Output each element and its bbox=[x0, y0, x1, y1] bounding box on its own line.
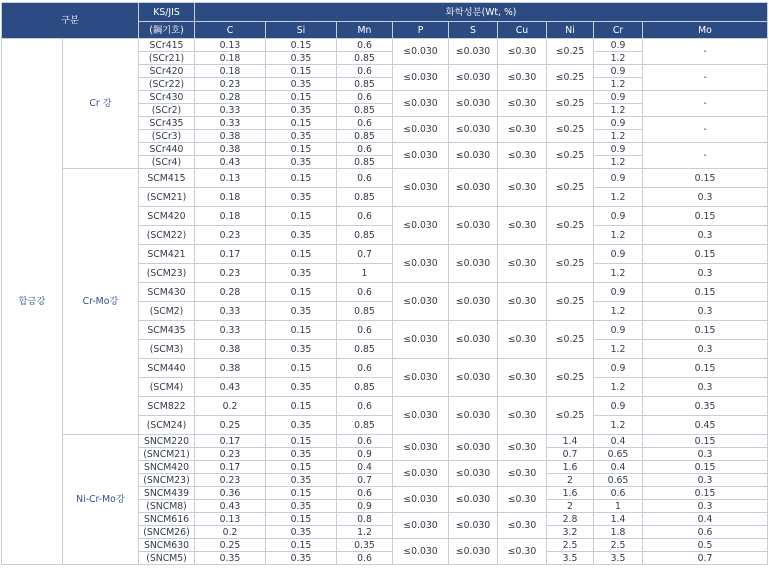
cr-cell: 0.65 bbox=[594, 448, 643, 461]
cu-cell: ≤0.30 bbox=[498, 435, 547, 461]
ni-cell: 2.5 bbox=[547, 539, 594, 552]
header-symbol: (鋼기호) bbox=[139, 22, 195, 39]
steel-code-cell: (SCM2) bbox=[139, 302, 195, 321]
mo-cell: - bbox=[643, 143, 768, 169]
mo-cell: - bbox=[643, 65, 768, 91]
ni-cell: 1.6 bbox=[547, 487, 594, 500]
cr-cell: 0.9 bbox=[594, 207, 643, 226]
mo-cell: 0.3 bbox=[643, 448, 768, 461]
header-element-cr: Cr bbox=[594, 22, 643, 39]
c-cell: 0.17 bbox=[195, 461, 266, 474]
mn-cell: 0.7 bbox=[337, 245, 393, 264]
cu-cell: ≤0.30 bbox=[498, 283, 547, 321]
p-cell: ≤0.030 bbox=[393, 435, 449, 461]
si-cell: 0.15 bbox=[266, 245, 337, 264]
mn-cell: 1.2 bbox=[337, 526, 393, 539]
cr-cell: 1 bbox=[594, 500, 643, 513]
ni-cell: 1.6 bbox=[547, 461, 594, 474]
ni-cell: ≤0.25 bbox=[547, 359, 594, 397]
mn-cell: 0.9 bbox=[337, 448, 393, 461]
cr-cell: 1.2 bbox=[594, 378, 643, 397]
steel-code-cell: (SNCM26) bbox=[139, 526, 195, 539]
steel-code-cell: SCM430 bbox=[139, 283, 195, 302]
p-cell: ≤0.030 bbox=[393, 461, 449, 487]
cu-cell: ≤0.30 bbox=[498, 539, 547, 565]
c-cell: 0.28 bbox=[195, 91, 266, 104]
mn-cell: 0.6 bbox=[337, 143, 393, 156]
c-cell: 0.38 bbox=[195, 143, 266, 156]
mn-cell: 0.85 bbox=[337, 156, 393, 169]
si-cell: 0.35 bbox=[266, 416, 337, 435]
mo-cell: 0.4 bbox=[643, 513, 768, 526]
mn-cell: 0.6 bbox=[337, 397, 393, 416]
steel-code-cell: SNCM616 bbox=[139, 513, 195, 526]
s-cell: ≤0.030 bbox=[449, 39, 498, 65]
s-cell: ≤0.030 bbox=[449, 283, 498, 321]
p-cell: ≤0.030 bbox=[393, 539, 449, 565]
steel-code-cell: SCr430 bbox=[139, 91, 195, 104]
si-cell: 0.35 bbox=[266, 500, 337, 513]
si-cell: 0.35 bbox=[266, 448, 337, 461]
ni-cell: 3.5 bbox=[547, 552, 594, 565]
si-cell: 0.35 bbox=[266, 226, 337, 245]
mn-cell: 0.6 bbox=[337, 169, 393, 188]
steel-code-cell: SCr440 bbox=[139, 143, 195, 156]
s-cell: ≤0.030 bbox=[449, 487, 498, 513]
group-name-cell: Cr-Mo강 bbox=[63, 169, 139, 435]
cr-cell: 0.9 bbox=[594, 39, 643, 52]
steel-code-cell: SNCM439 bbox=[139, 487, 195, 500]
header-composition: 화학성분(Wt, %) bbox=[195, 3, 768, 22]
mn-cell: 0.8 bbox=[337, 513, 393, 526]
cr-cell: 1.2 bbox=[594, 78, 643, 91]
p-cell: ≤0.030 bbox=[393, 513, 449, 539]
cr-cell: 1.2 bbox=[594, 156, 643, 169]
c-cell: 0.23 bbox=[195, 226, 266, 245]
mo-cell: 0.35 bbox=[643, 397, 768, 416]
s-cell: ≤0.030 bbox=[449, 91, 498, 117]
mn-cell: 0.6 bbox=[337, 321, 393, 340]
mo-cell: 0.3 bbox=[643, 226, 768, 245]
mn-cell: 0.6 bbox=[337, 117, 393, 130]
cu-cell: ≤0.30 bbox=[498, 117, 547, 143]
cu-cell: ≤0.30 bbox=[498, 169, 547, 207]
cu-cell: ≤0.30 bbox=[498, 245, 547, 283]
cr-cell: 0.6 bbox=[594, 487, 643, 500]
si-cell: 0.35 bbox=[266, 526, 337, 539]
cr-cell: 1.2 bbox=[594, 52, 643, 65]
main-category-cell: 합금강 bbox=[2, 39, 63, 565]
p-cell: ≤0.030 bbox=[393, 397, 449, 435]
cu-cell: ≤0.30 bbox=[498, 65, 547, 91]
steel-code-cell: (SNCM23) bbox=[139, 474, 195, 487]
si-cell: 0.15 bbox=[266, 169, 337, 188]
table-row bbox=[2, 39, 768, 52]
si-cell: 0.15 bbox=[266, 513, 337, 526]
s-cell: ≤0.030 bbox=[449, 513, 498, 539]
cu-cell: ≤0.30 bbox=[498, 359, 547, 397]
mn-cell: 0.35 bbox=[337, 539, 393, 552]
c-cell: 0.13 bbox=[195, 39, 266, 52]
steel-code-cell: (SCM4) bbox=[139, 378, 195, 397]
mn-cell: 0.4 bbox=[337, 461, 393, 474]
cr-cell: 0.9 bbox=[594, 397, 643, 416]
steel-code-cell: (SNCM5) bbox=[139, 552, 195, 565]
ni-cell: 2 bbox=[547, 474, 594, 487]
mo-cell: 0.15 bbox=[643, 487, 768, 500]
si-cell: 0.15 bbox=[266, 487, 337, 500]
ni-cell: ≤0.25 bbox=[547, 397, 594, 435]
mo-cell: 0.7 bbox=[643, 552, 768, 565]
si-cell: 0.35 bbox=[266, 78, 337, 91]
cr-cell: 1.4 bbox=[594, 513, 643, 526]
cu-cell: ≤0.30 bbox=[498, 143, 547, 169]
c-cell: 0.38 bbox=[195, 130, 266, 143]
cu-cell: ≤0.30 bbox=[498, 39, 547, 65]
p-cell: ≤0.030 bbox=[393, 169, 449, 207]
cu-cell: ≤0.30 bbox=[498, 397, 547, 435]
mn-cell: 0.9 bbox=[337, 500, 393, 513]
mo-cell: 0.6 bbox=[643, 526, 768, 539]
steel-code-cell: SCr435 bbox=[139, 117, 195, 130]
group-name-cell: Ni-Cr-Mo강 bbox=[63, 435, 139, 565]
c-cell: 0.35 bbox=[195, 552, 266, 565]
steel-code-cell: SCM440 bbox=[139, 359, 195, 378]
s-cell: ≤0.030 bbox=[449, 169, 498, 207]
mn-cell: 0.7 bbox=[337, 474, 393, 487]
table-body bbox=[2, 39, 768, 565]
mo-cell: 0.15 bbox=[643, 169, 768, 188]
c-cell: 0.17 bbox=[195, 435, 266, 448]
ni-cell: 3.2 bbox=[547, 526, 594, 539]
ni-cell: 2 bbox=[547, 500, 594, 513]
c-cell: 0.43 bbox=[195, 378, 266, 397]
mn-cell: 0.6 bbox=[337, 207, 393, 226]
si-cell: 0.15 bbox=[266, 461, 337, 474]
mo-cell: - bbox=[643, 117, 768, 143]
mo-cell: 0.15 bbox=[643, 283, 768, 302]
header-element-cu: Cu bbox=[498, 22, 547, 39]
header-element-mo: Mo bbox=[643, 22, 768, 39]
ni-cell: ≤0.25 bbox=[547, 321, 594, 359]
steel-code-cell: (SCr22) bbox=[139, 78, 195, 91]
cu-cell: ≤0.30 bbox=[498, 91, 547, 117]
cr-cell: 0.9 bbox=[594, 321, 643, 340]
si-cell: 0.35 bbox=[266, 104, 337, 117]
mn-cell: 0.6 bbox=[337, 283, 393, 302]
c-cell: 0.23 bbox=[195, 448, 266, 461]
cr-cell: 0.4 bbox=[594, 435, 643, 448]
c-cell: 0.18 bbox=[195, 188, 266, 207]
steel-code-cell: (SCM24) bbox=[139, 416, 195, 435]
steel-code-cell: SNCM630 bbox=[139, 539, 195, 552]
composition-table bbox=[1, 2, 768, 565]
steel-code-cell: SCr415 bbox=[139, 39, 195, 52]
si-cell: 0.15 bbox=[266, 143, 337, 156]
si-cell: 0.15 bbox=[266, 539, 337, 552]
cr-cell: 0.9 bbox=[594, 117, 643, 130]
ni-cell: ≤0.25 bbox=[547, 207, 594, 245]
steel-code-cell: (SCM21) bbox=[139, 188, 195, 207]
c-cell: 0.18 bbox=[195, 207, 266, 226]
c-cell: 0.25 bbox=[195, 539, 266, 552]
mo-cell: 0.15 bbox=[643, 359, 768, 378]
steel-code-cell: (SCM3) bbox=[139, 340, 195, 359]
si-cell: 0.15 bbox=[266, 397, 337, 416]
mo-cell: 0.3 bbox=[643, 264, 768, 283]
ni-cell: ≤0.25 bbox=[547, 245, 594, 283]
s-cell: ≤0.030 bbox=[449, 397, 498, 435]
cr-cell: 1.2 bbox=[594, 416, 643, 435]
c-cell: 0.25 bbox=[195, 416, 266, 435]
mo-cell: 0.45 bbox=[643, 416, 768, 435]
cr-cell: 1.8 bbox=[594, 526, 643, 539]
c-cell: 0.43 bbox=[195, 156, 266, 169]
c-cell: 0.23 bbox=[195, 78, 266, 91]
ni-cell: ≤0.25 bbox=[547, 65, 594, 91]
si-cell: 0.35 bbox=[266, 474, 337, 487]
steel-code-cell: SCM420 bbox=[139, 207, 195, 226]
steel-code-cell: (SCM23) bbox=[139, 264, 195, 283]
steel-code-cell: SCr420 bbox=[139, 65, 195, 78]
mo-cell: 0.15 bbox=[643, 207, 768, 226]
mn-cell: 0.85 bbox=[337, 52, 393, 65]
c-cell: 0.13 bbox=[195, 513, 266, 526]
s-cell: ≤0.030 bbox=[449, 461, 498, 487]
p-cell: ≤0.030 bbox=[393, 321, 449, 359]
mn-cell: 0.6 bbox=[337, 65, 393, 78]
si-cell: 0.35 bbox=[266, 378, 337, 397]
mo-cell: 0.3 bbox=[643, 302, 768, 321]
c-cell: 0.18 bbox=[195, 65, 266, 78]
table-row bbox=[2, 435, 768, 448]
cu-cell: ≤0.30 bbox=[498, 321, 547, 359]
mn-cell: 0.6 bbox=[337, 435, 393, 448]
mo-cell: 0.3 bbox=[643, 378, 768, 397]
ni-cell: ≤0.25 bbox=[547, 39, 594, 65]
ni-cell: 1.4 bbox=[547, 435, 594, 448]
mo-cell: 0.3 bbox=[643, 188, 768, 207]
p-cell: ≤0.030 bbox=[393, 39, 449, 65]
si-cell: 0.35 bbox=[266, 52, 337, 65]
steel-code-cell: (SCr21) bbox=[139, 52, 195, 65]
steel-code-cell: (SCM22) bbox=[139, 226, 195, 245]
cu-cell: ≤0.30 bbox=[498, 513, 547, 539]
s-cell: ≤0.030 bbox=[449, 65, 498, 91]
mo-cell: 0.15 bbox=[643, 435, 768, 448]
steel-code-cell: SCM822 bbox=[139, 397, 195, 416]
si-cell: 0.35 bbox=[266, 156, 337, 169]
mn-cell: 0.85 bbox=[337, 378, 393, 397]
mn-cell: 0.6 bbox=[337, 39, 393, 52]
si-cell: 0.15 bbox=[266, 39, 337, 52]
si-cell: 0.15 bbox=[266, 117, 337, 130]
c-cell: 0.33 bbox=[195, 104, 266, 117]
si-cell: 0.35 bbox=[266, 130, 337, 143]
steel-code-cell: (SCr4) bbox=[139, 156, 195, 169]
c-cell: 0.23 bbox=[195, 264, 266, 283]
steel-code-cell: (SCr2) bbox=[139, 104, 195, 117]
ni-cell: ≤0.25 bbox=[547, 169, 594, 207]
mo-cell: 0.3 bbox=[643, 500, 768, 513]
c-cell: 0.33 bbox=[195, 117, 266, 130]
p-cell: ≤0.030 bbox=[393, 65, 449, 91]
si-cell: 0.35 bbox=[266, 302, 337, 321]
c-cell: 0.33 bbox=[195, 302, 266, 321]
mo-cell: - bbox=[643, 91, 768, 117]
cr-cell: 0.9 bbox=[594, 245, 643, 264]
header-standard: KS/JIS bbox=[139, 3, 195, 22]
cr-cell: 0.65 bbox=[594, 474, 643, 487]
cr-cell: 1.2 bbox=[594, 188, 643, 207]
mn-cell: 0.85 bbox=[337, 130, 393, 143]
steel-code-cell: (SNCM8) bbox=[139, 500, 195, 513]
header-category: 구분 bbox=[2, 3, 139, 39]
c-cell: 0.18 bbox=[195, 52, 266, 65]
cu-cell: ≤0.30 bbox=[498, 207, 547, 245]
mn-cell: 0.85 bbox=[337, 340, 393, 359]
header-element-s: S bbox=[449, 22, 498, 39]
cr-cell: 1.2 bbox=[594, 130, 643, 143]
p-cell: ≤0.030 bbox=[393, 359, 449, 397]
c-cell: 0.43 bbox=[195, 500, 266, 513]
cr-cell: 0.4 bbox=[594, 461, 643, 474]
steel-code-cell: SCM421 bbox=[139, 245, 195, 264]
steel-code-cell: SNCM420 bbox=[139, 461, 195, 474]
si-cell: 0.15 bbox=[266, 321, 337, 340]
p-cell: ≤0.030 bbox=[393, 117, 449, 143]
si-cell: 0.35 bbox=[266, 188, 337, 207]
mn-cell: 0.6 bbox=[337, 91, 393, 104]
c-cell: 0.33 bbox=[195, 321, 266, 340]
si-cell: 0.35 bbox=[266, 264, 337, 283]
c-cell: 0.23 bbox=[195, 474, 266, 487]
mn-cell: 0.85 bbox=[337, 302, 393, 321]
c-cell: 0.36 bbox=[195, 487, 266, 500]
cr-cell: 0.9 bbox=[594, 283, 643, 302]
cr-cell: 1.2 bbox=[594, 264, 643, 283]
c-cell: 0.17 bbox=[195, 245, 266, 264]
cr-cell: 0.9 bbox=[594, 169, 643, 188]
mn-cell: 0.6 bbox=[337, 359, 393, 378]
header-element-p: P bbox=[393, 22, 449, 39]
s-cell: ≤0.030 bbox=[449, 117, 498, 143]
si-cell: 0.35 bbox=[266, 340, 337, 359]
steel-code-cell: (SCr3) bbox=[139, 130, 195, 143]
steel-code-cell: SCM435 bbox=[139, 321, 195, 340]
steel-code-cell: SCM415 bbox=[139, 169, 195, 188]
si-cell: 0.15 bbox=[266, 65, 337, 78]
p-cell: ≤0.030 bbox=[393, 143, 449, 169]
si-cell: 0.35 bbox=[266, 552, 337, 565]
cr-cell: 0.9 bbox=[594, 65, 643, 78]
header-element-mn: Mn bbox=[337, 22, 393, 39]
s-cell: ≤0.030 bbox=[449, 321, 498, 359]
s-cell: ≤0.030 bbox=[449, 539, 498, 565]
header-element-si: Si bbox=[266, 22, 337, 39]
p-cell: ≤0.030 bbox=[393, 283, 449, 321]
mo-cell: 0.3 bbox=[643, 340, 768, 359]
group-name-cell: Cr 강 bbox=[63, 39, 139, 169]
p-cell: ≤0.030 bbox=[393, 207, 449, 245]
ni-cell: 0.7 bbox=[547, 448, 594, 461]
cr-cell: 1.2 bbox=[594, 340, 643, 359]
mn-cell: 0.85 bbox=[337, 188, 393, 207]
c-cell: 0.2 bbox=[195, 397, 266, 416]
c-cell: 0.13 bbox=[195, 169, 266, 188]
cr-cell: 1.2 bbox=[594, 104, 643, 117]
s-cell: ≤0.030 bbox=[449, 245, 498, 283]
mn-cell: 0.6 bbox=[337, 552, 393, 565]
s-cell: ≤0.030 bbox=[449, 359, 498, 397]
table-row bbox=[2, 169, 768, 188]
si-cell: 0.15 bbox=[266, 359, 337, 378]
cr-cell: 1.2 bbox=[594, 302, 643, 321]
p-cell: ≤0.030 bbox=[393, 91, 449, 117]
steel-code-cell: SNCM220 bbox=[139, 435, 195, 448]
si-cell: 0.15 bbox=[266, 207, 337, 226]
ni-cell: ≤0.25 bbox=[547, 283, 594, 321]
p-cell: ≤0.030 bbox=[393, 487, 449, 513]
cr-cell: 0.9 bbox=[594, 91, 643, 104]
steel-code-cell: (SNCM21) bbox=[139, 448, 195, 461]
si-cell: 0.15 bbox=[266, 91, 337, 104]
c-cell: 0.28 bbox=[195, 283, 266, 302]
ni-cell: ≤0.25 bbox=[547, 143, 594, 169]
c-cell: 0.2 bbox=[195, 526, 266, 539]
cr-cell: 2.5 bbox=[594, 539, 643, 552]
header-element-ni: Ni bbox=[547, 22, 594, 39]
mo-cell: 0.3 bbox=[643, 474, 768, 487]
mn-cell: 0.85 bbox=[337, 78, 393, 91]
cu-cell: ≤0.30 bbox=[498, 487, 547, 513]
mo-cell: 0.15 bbox=[643, 321, 768, 340]
c-cell: 0.38 bbox=[195, 359, 266, 378]
s-cell: ≤0.030 bbox=[449, 143, 498, 169]
cu-cell: ≤0.30 bbox=[498, 461, 547, 487]
cr-cell: 3.5 bbox=[594, 552, 643, 565]
cr-cell: 0.9 bbox=[594, 143, 643, 156]
p-cell: ≤0.030 bbox=[393, 245, 449, 283]
ni-cell: ≤0.25 bbox=[547, 91, 594, 117]
mn-cell: 1 bbox=[337, 264, 393, 283]
si-cell: 0.15 bbox=[266, 283, 337, 302]
mn-cell: 0.85 bbox=[337, 104, 393, 117]
mo-cell: 0.15 bbox=[643, 461, 768, 474]
s-cell: ≤0.030 bbox=[449, 435, 498, 461]
si-cell: 0.15 bbox=[266, 435, 337, 448]
ni-cell: 2.8 bbox=[547, 513, 594, 526]
mo-cell: 0.15 bbox=[643, 245, 768, 264]
header-element-c: C bbox=[195, 22, 266, 39]
mn-cell: 0.6 bbox=[337, 487, 393, 500]
c-cell: 0.38 bbox=[195, 340, 266, 359]
s-cell: ≤0.030 bbox=[449, 207, 498, 245]
cr-cell: 0.9 bbox=[594, 359, 643, 378]
mn-cell: 0.85 bbox=[337, 226, 393, 245]
mn-cell: 0.85 bbox=[337, 416, 393, 435]
mo-cell: - bbox=[643, 39, 768, 65]
mo-cell: 0.5 bbox=[643, 539, 768, 552]
cr-cell: 1.2 bbox=[594, 226, 643, 245]
ni-cell: ≤0.25 bbox=[547, 117, 594, 143]
